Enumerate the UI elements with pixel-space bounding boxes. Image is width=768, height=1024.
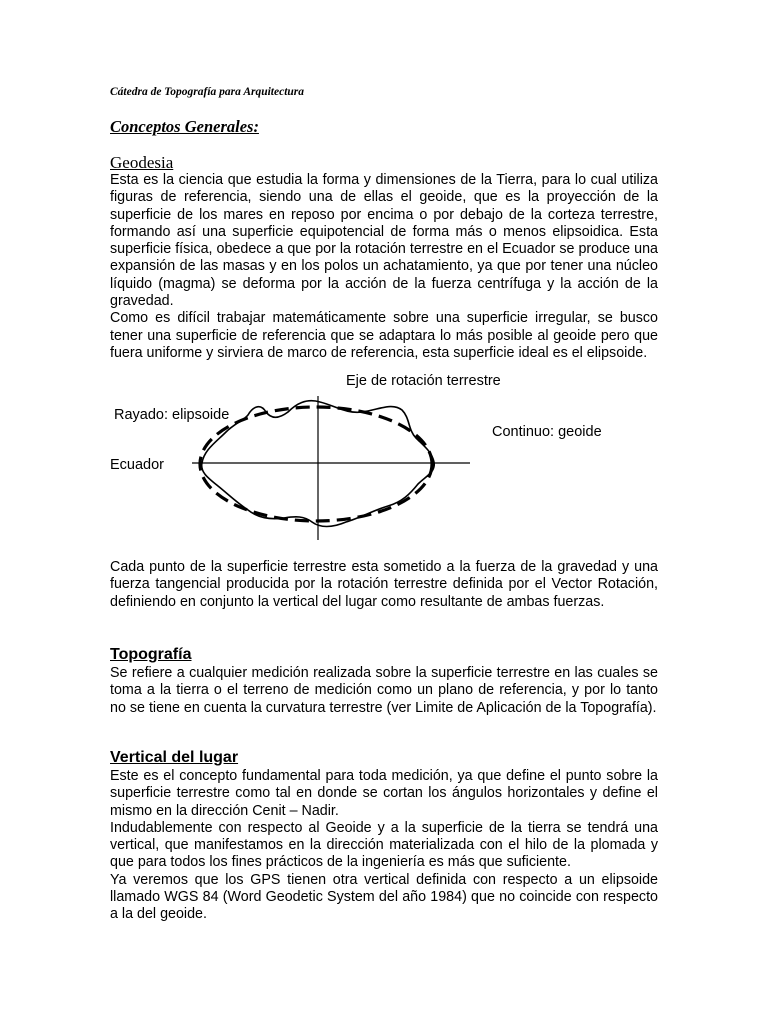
geoid-label: Continuo: geoide [492,424,602,440]
topografia-paragraph: Se refiere a cualquier medición realizada sobre la superficie terrestre en las cuales se toma a la tierra o el terreno de medición como un plano de referencia, y por lo tanto no se tiene en cuenta la curvatura terrestre (ver Limite de Aplicación de la Topografía). [110,665,658,716]
ellipsoid-label: Rayado: elipsoide [114,407,230,423]
topografia-text [110,665,658,717]
gravity-text [110,559,658,611]
gravity-paragraph: Cada punto de la superficie terrestre esta sometido a la fuerza de la gravedad y una fuerza tangencial producida por la rotación terrestre definida por el Vector Rotación, definiendo en conjunto la vertical del lugar como resultante de ambas fuerzas. [110,559,658,610]
vertical-paragraph-3: Ya veremos que los GPS tienen otra vertical definida con respecto a un elipsoide llamado WGS 84 (Word Geodetic System del año 1984) que no coincide con respecto a la del geoide. [110,871,658,923]
section-title-topografia: Topografía [110,646,192,663]
section-title-vertical: Vertical del lugar [110,749,239,766]
vertical-paragraph-1: Este es el concepto fundamental para toda medición, ya que define el punto sobre la superficie terrestre como tal en donde se cortan los ángulos horizontales y define el mismo en la dirección Cenit – Nadir. [110,768,658,819]
section-title-geodesia: Geodesia [110,153,174,172]
geodesia-paragraph-2: Como es difícil trabajar matemáticamente sobre una superficie irregular, se busco tener una superficie de referencia que se adaptara lo más posible al geoide pero que fuera uniforme y sirviera de marco de referencia, esta superficie ideal es el elipsoide. [110,310,658,361]
main-title: Conceptos Generales: [110,117,259,136]
vertical-paragraph-2: Indudablemente con respecto al Geoide y a la superficie de la tierra se tendrá una vertical, que manifestamos en la dirección materializada con el hilo de la plomada y que para todos los fines prácticos de la ingeniería es más que suficiente. [110,819,658,871]
document-header: Cátedra de Topografía para Arquitectura [110,86,305,98]
geodesia-paragraph-1: Esta es la ciencia que estudia la forma y dimensiones de la Tierra, para lo cual utiliza figuras de referencia, siendo una de ellas el geoide, que es la proyección de la superficie de los mares en reposo por encima o por debajo de la corteza terrestre, formando así una superficie equipotencial de forma más o menos elipsoidica. Esta superficie física, obedece a que por la rotación terrestre en el Ecuador se produce una expansión de las masas y en los polos un achatamiento, ya que por tener una núcleo líquido (magma) se deforma por la acción de la fuerza centrífuga y la acción de la gravedad. [110,172,658,310]
vertical-text [110,768,658,924]
geodesia-text [110,172,658,362]
axis-label: Eje de rotación terrestre [346,373,501,389]
earth-shape-diagram [186,390,486,550]
equator-label: Ecuador [110,457,165,473]
